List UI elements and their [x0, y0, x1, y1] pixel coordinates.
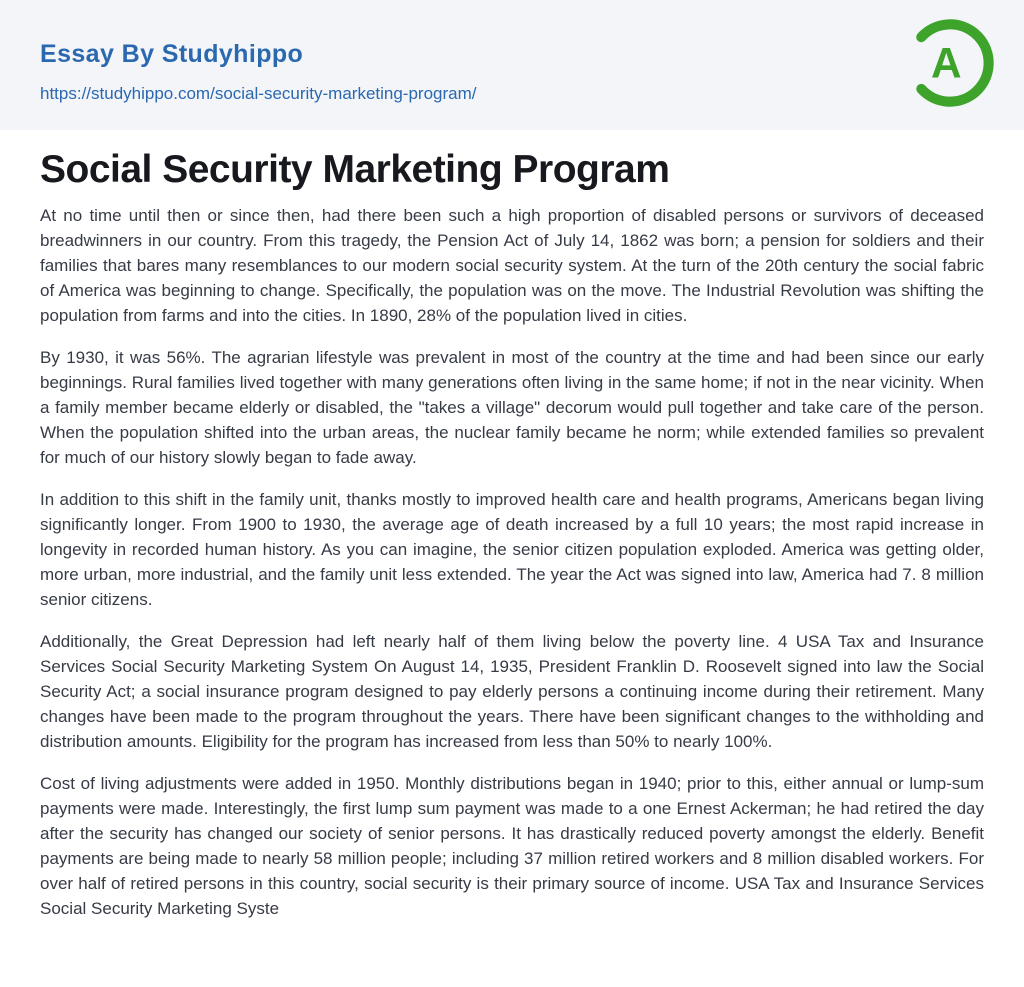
- essay-paragraph-5: Cost of living adjustments were added in 1950. Monthly distributions began in 1940; prior to this, either annual or lump-sum payments were made. Interestingly, the first lump sum payment was made to a one Ernest Ackerman; he had retired the day after the security has changed our society of senior persons. It has drastically reduced poverty amongst the elderly. Benefit payments are being made to nearly 58 million people; including 37 million retired workers and 8 million disabled workers. For over half of retired persons in this country, social security is their primary source of income. USA Tax and Insurance Services Social Security Marketing Syste: [40, 773, 984, 918]
- essay-title: Social Security Marketing Program: [40, 148, 670, 191]
- studyhippo-logo-icon: [904, 17, 996, 109]
- brand-title: Essay By Studyhippo: [40, 40, 304, 68]
- essay-paragraph-1: At no time until then or since then, had there been such a high proportion of disabled persons or survivors of deceased breadwinners in our country. From this tragedy, the Pension Act of July 14, 1862 was born; a pension for soldiers and their families that bares many resemblances to our modern social security system. At the turn of the 20th century the social fabric of America was beginning to change. Specifically, the population was on the move. The Industrial Revolution was shifting the population from farms and into the cities. In 1890, 28% of the population lived in cities.: [40, 205, 984, 325]
- essay-paragraph-3: In addition to this shift in the family unit, thanks mostly to improved health care and health programs, Americans began living significantly longer. From 1900 to 1930, the average age of death increased by a full 10 years; the most rapid increase in longevity in recorded human history. As you can imagine, the senior citizen population exploded. America was getting older, more urban, more industrial, and the family unit less extended. The year the Act was signed into law, America had 7. 8 million senior citizens.: [40, 489, 984, 609]
- page-url-link[interactable]: https://studyhippo.com/social-security-marketing-program/: [40, 84, 477, 103]
- essay-paragraph-4: Additionally, the Great Depression had left nearly half of them living below the poverty line. 4 USA Tax and Insurance Services Social Security Marketing System On August 14, 1935, President Franklin D. Roosevelt signed into law the Social Security Act; a social insurance program designed to pay elderly persons a continuing income during their retirement. Many changes have been made to the program throughout the years. There have been significant changes to the withholding and distribution amounts. Eligibility for the program has increased from less than 50% to nearly 100%.: [40, 631, 984, 751]
- article: [0, 149, 1024, 921]
- essay-paragraph-2: By 1930, it was 56%. The agrarian lifestyle was prevalent in most of the country at the time and had been since our early beginnings. Rural families lived together with many generations often living in the same home; if not in the near vicinity. When a family member became elderly or disabled, the "takes a village" decorum would pull together and take care of the person. When the population shifted into the urban areas, the nuclear family became he norm; while extended families so prevalent for much of our history slowly began to fade away.: [40, 347, 984, 467]
- logo-letter: A: [931, 39, 962, 87]
- header: [0, 0, 1024, 130]
